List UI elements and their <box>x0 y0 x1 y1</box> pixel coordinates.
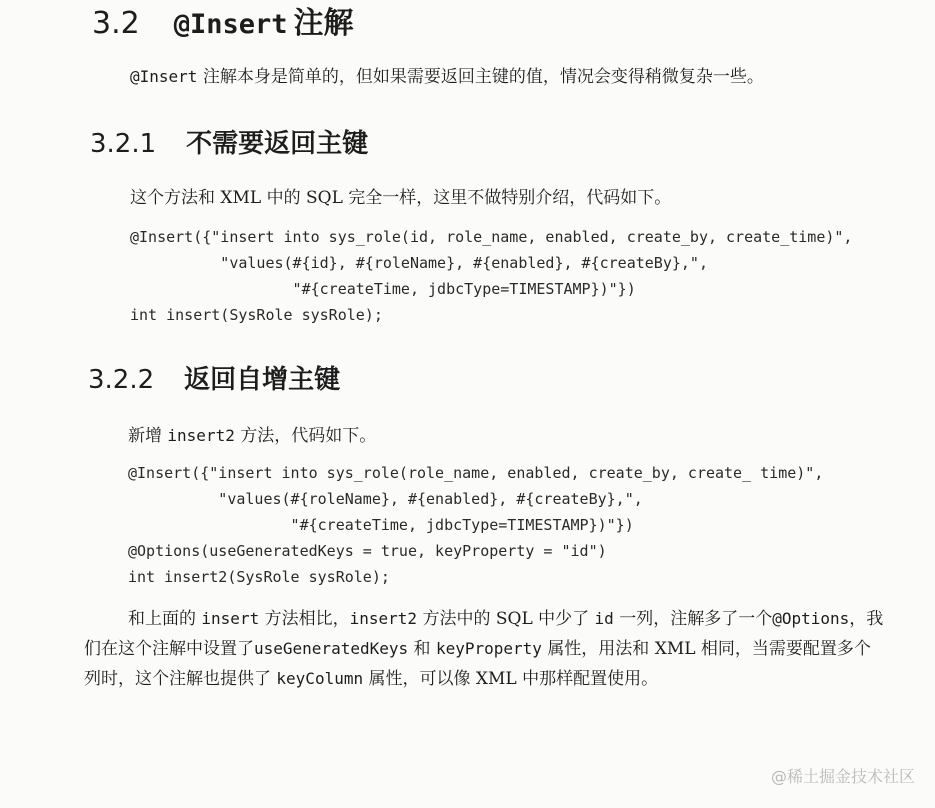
subsection-2-desc-code: insert2 <box>167 426 235 445</box>
intro-code: @Insert <box>130 67 198 86</box>
intro-text: 注解本身是简单的，但如果需要返回主键的值，情况会变得稍微复杂一些。 <box>202 67 764 87</box>
prose-text: ，我们在这个注解中设置了 <box>84 609 884 659</box>
code-line: "#{createTime, jdbcType=TIMESTAMP})"}) <box>128 516 634 534</box>
subsection-2-heading <box>88 362 340 398</box>
code-line: @Insert({"insert into sys_role(role_name, enabled, create_by, create_ time)", <box>128 464 824 482</box>
inline-code: id <box>594 609 614 628</box>
inline-code: useGeneratedKeys <box>254 639 409 658</box>
prose-text: 方法相比， <box>264 609 350 629</box>
subsection-1-title: 不需要返回主键 <box>186 129 369 159</box>
prose-text: 属性，可以像 XML 中那样配置使用。 <box>368 669 659 689</box>
code-line: @Options(useGeneratedKeys = true, keyProperty = "id") <box>128 542 607 560</box>
subsection-1-description: 这个方法和 XML 中的 SQL 完全一样，这里不做特别介绍，代码如下。 <box>130 188 672 208</box>
subsection-1-code-block <box>130 224 852 328</box>
section-number: 3.2 <box>92 6 140 41</box>
prose-text: 方法中的 SQL 中少了 <box>422 609 590 629</box>
section-heading <box>92 4 354 45</box>
code-line: @Insert({"insert into sys_role(id, role_name, enabled, create_by, create_time)", <box>130 228 853 246</box>
inline-code: insert <box>201 609 260 628</box>
subsection-2-desc-post: 方法，代码如下。 <box>240 426 377 446</box>
prose-text: 一列，注解多了一个 <box>619 609 773 629</box>
subsection-2-desc-pre: 新增 <box>128 426 162 446</box>
inline-code: insert2 <box>349 609 418 628</box>
section-heading-code: @Insert <box>173 9 288 40</box>
subsection-1-number: 3.2.1 <box>90 129 157 159</box>
subsection-2-title: 返回自增主键 <box>184 365 341 395</box>
inline-code: keyProperty <box>435 639 542 658</box>
section-heading-title: 注解 <box>293 6 354 41</box>
prose-text: 和 <box>413 639 431 659</box>
subsection-2-number: 3.2.2 <box>88 365 155 395</box>
prose-text: 属性，用法和 XML 相同，当需要配置多个列时，这个注解也提供了 <box>84 639 871 689</box>
code-line: int insert(SysRole sysRole); <box>130 306 383 324</box>
code-line: "values(#{id}, #{roleName}, #{enabled}, #{createBy},", <box>130 254 708 272</box>
inline-code: keyColumn <box>276 669 364 688</box>
explanation-paragraph <box>84 604 884 694</box>
intro-paragraph <box>130 64 764 90</box>
subsection-2-code-block <box>128 460 823 590</box>
inline-code: @Options <box>772 609 850 628</box>
subsection-2-description <box>128 423 376 449</box>
code-line: int insert2(SysRole sysRole); <box>128 568 390 586</box>
code-line: "values(#{roleName}, #{enabled}, #{createBy},", <box>128 490 643 508</box>
prose-text: 和上面的 <box>128 609 196 629</box>
watermark: @稀土掘金技术社区 <box>770 767 915 786</box>
code-line: "#{createTime, jdbcType=TIMESTAMP})"}) <box>130 280 636 298</box>
subsection-1-heading <box>90 126 368 162</box>
